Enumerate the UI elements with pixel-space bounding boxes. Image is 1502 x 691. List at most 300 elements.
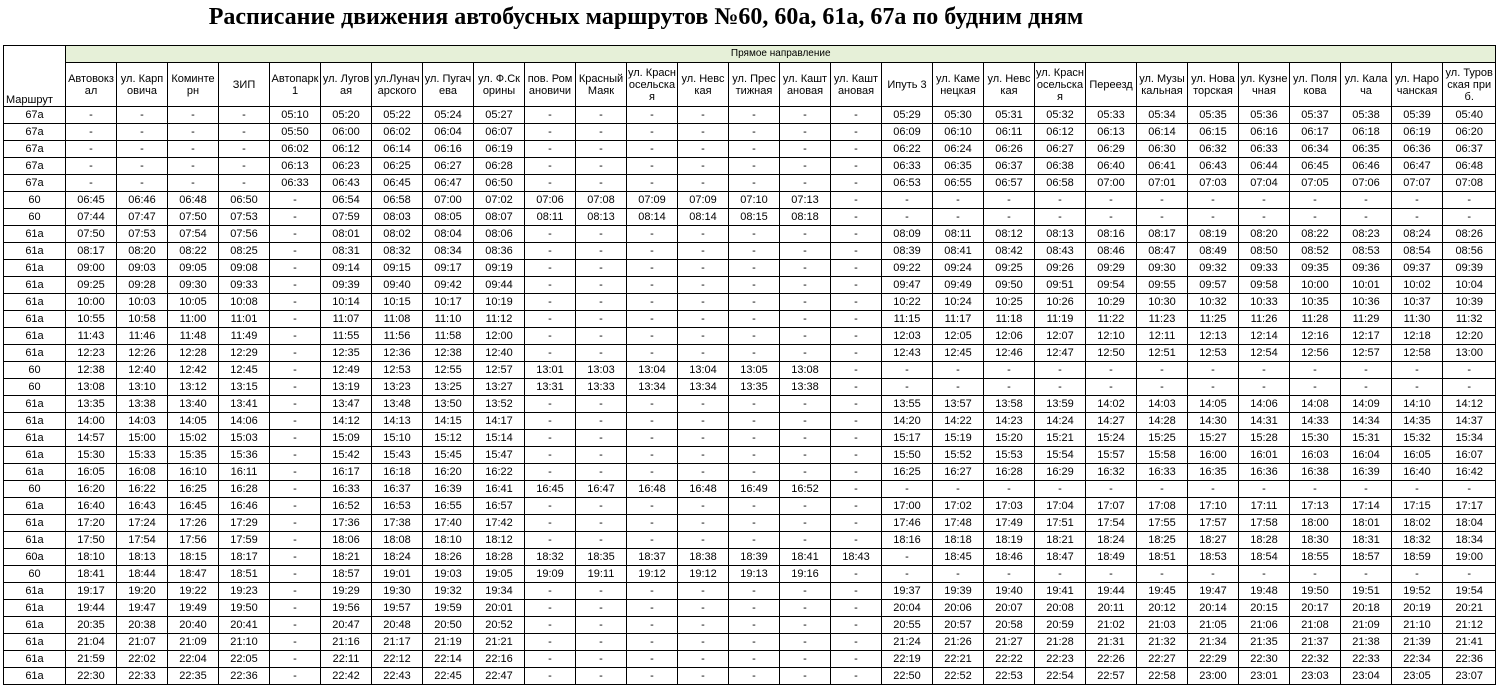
time-cell: - — [270, 260, 321, 277]
time-cell: 08:05 — [423, 209, 474, 226]
time-cell: - — [831, 192, 882, 209]
time-cell: 12:40 — [117, 362, 168, 379]
time-cell: 15:17 — [882, 430, 933, 447]
time-cell: - — [576, 515, 627, 532]
time-cell: - — [525, 447, 576, 464]
time-cell: - — [729, 243, 780, 260]
time-cell: 16:36 — [1239, 464, 1290, 481]
time-cell: 10:00 — [66, 294, 117, 311]
time-cell: 06:14 — [1137, 124, 1188, 141]
time-cell: 08:13 — [576, 209, 627, 226]
time-cell: 19:50 — [1290, 583, 1341, 600]
time-cell: 15:52 — [933, 447, 984, 464]
time-cell: 16:52 — [321, 498, 372, 515]
time-cell: - — [678, 464, 729, 481]
time-cell: 20:18 — [1341, 600, 1392, 617]
time-cell: 14:13 — [372, 413, 423, 430]
time-cell: - — [831, 379, 882, 396]
time-cell: 06:15 — [1188, 124, 1239, 141]
time-cell: - — [627, 668, 678, 685]
time-cell: 07:56 — [219, 226, 270, 243]
time-cell: - — [729, 532, 780, 549]
time-cell: - — [576, 226, 627, 243]
time-cell: - — [984, 481, 1035, 498]
time-cell: - — [525, 226, 576, 243]
time-cell: 15:27 — [1188, 430, 1239, 447]
time-cell: 05:27 — [474, 107, 525, 124]
time-cell: 08:20 — [1239, 226, 1290, 243]
time-cell: 22:57 — [1086, 668, 1137, 685]
time-cell: 19:40 — [984, 583, 1035, 600]
time-cell: 18:18 — [933, 532, 984, 549]
table-row — [4, 192, 1496, 209]
time-cell: - — [270, 464, 321, 481]
time-cell: 05:40 — [1443, 107, 1496, 124]
table-row — [4, 107, 1496, 124]
table-row — [4, 362, 1496, 379]
time-cell: - — [270, 379, 321, 396]
table-row — [4, 464, 1496, 481]
time-cell: - — [66, 107, 117, 124]
time-cell: 07:47 — [117, 209, 168, 226]
time-cell: 18:53 — [1188, 549, 1239, 566]
time-cell: 05:24 — [423, 107, 474, 124]
time-cell: - — [627, 651, 678, 668]
table-row — [4, 634, 1496, 651]
time-cell: 12:53 — [1188, 345, 1239, 362]
time-cell: 05:32 — [1035, 107, 1086, 124]
time-cell: 11:01 — [219, 311, 270, 328]
time-cell: 18:01 — [1341, 515, 1392, 532]
time-cell: - — [270, 413, 321, 430]
time-cell: - — [780, 617, 831, 634]
time-cell: 14:12 — [1443, 396, 1496, 413]
time-cell: - — [270, 498, 321, 515]
time-cell: 12:17 — [1341, 328, 1392, 345]
time-cell: 13:38 — [780, 379, 831, 396]
time-cell: 05:30 — [933, 107, 984, 124]
time-cell: 20:38 — [117, 617, 168, 634]
time-cell: 09:47 — [882, 277, 933, 294]
time-cell: 17:40 — [423, 515, 474, 532]
time-cell: - — [678, 158, 729, 175]
time-cell: 15:42 — [321, 447, 372, 464]
time-cell: - — [780, 345, 831, 362]
time-cell: 09:49 — [933, 277, 984, 294]
table-row — [4, 566, 1496, 583]
time-cell: 22:04 — [168, 651, 219, 668]
time-cell: - — [168, 124, 219, 141]
time-cell: 17:17 — [1443, 498, 1496, 515]
time-cell: 20:58 — [984, 617, 1035, 634]
time-cell: 06:45 — [1290, 158, 1341, 175]
table-row — [4, 532, 1496, 549]
time-cell: 19:54 — [1443, 583, 1496, 600]
time-cell: 18:44 — [117, 566, 168, 583]
time-cell: - — [270, 583, 321, 600]
time-cell: - — [576, 107, 627, 124]
time-cell: - — [525, 668, 576, 685]
stop-header: ул. Калача — [1341, 63, 1392, 107]
time-cell: 07:10 — [729, 192, 780, 209]
time-cell: 19:49 — [168, 600, 219, 617]
time-cell: 06:22 — [882, 141, 933, 158]
time-cell: 18:00 — [1290, 515, 1341, 532]
time-cell: - — [270, 634, 321, 651]
time-cell: 17:38 — [372, 515, 423, 532]
time-cell: 11:15 — [882, 311, 933, 328]
time-cell: - — [525, 651, 576, 668]
time-cell: - — [1443, 209, 1496, 226]
time-cell: - — [780, 226, 831, 243]
time-cell: 13:58 — [984, 396, 1035, 413]
time-cell: 23:00 — [1188, 668, 1239, 685]
time-cell: - — [678, 668, 729, 685]
table-row — [4, 260, 1496, 277]
time-cell: - — [831, 566, 882, 583]
time-cell: 08:42 — [984, 243, 1035, 260]
stop-header: ул. Луговая — [321, 63, 372, 107]
time-cell: 15:54 — [1035, 447, 1086, 464]
time-cell: 09:58 — [1239, 277, 1290, 294]
time-cell: 12:42 — [168, 362, 219, 379]
time-cell: - — [831, 158, 882, 175]
time-cell: 19:20 — [117, 583, 168, 600]
time-cell: - — [678, 107, 729, 124]
time-cell: - — [270, 328, 321, 345]
time-cell: 12:46 — [984, 345, 1035, 362]
time-cell: - — [729, 617, 780, 634]
time-cell: 06:23 — [321, 158, 372, 175]
route-cell: 60 — [4, 481, 66, 498]
time-cell: 12:53 — [372, 362, 423, 379]
time-cell: 06:37 — [1443, 141, 1496, 158]
time-cell: 18:27 — [1188, 532, 1239, 549]
time-cell: 08:56 — [1443, 243, 1496, 260]
stop-header: ул. Ф.Скорины — [474, 63, 525, 107]
time-cell: 18:21 — [321, 549, 372, 566]
time-cell: 14:35 — [1392, 413, 1443, 430]
time-cell: 12:45 — [933, 345, 984, 362]
time-cell: - — [627, 243, 678, 260]
time-cell: 16:46 — [219, 498, 270, 515]
time-cell: 20:11 — [1086, 600, 1137, 617]
time-cell: - — [627, 294, 678, 311]
time-cell: 07:09 — [678, 192, 729, 209]
time-cell: 10:04 — [1443, 277, 1496, 294]
time-cell: - — [780, 532, 831, 549]
time-cell: 10:17 — [423, 294, 474, 311]
time-cell: 06:00 — [321, 124, 372, 141]
time-cell: 09:30 — [168, 277, 219, 294]
time-cell: 13:00 — [1443, 345, 1496, 362]
direction-row — [4, 46, 1496, 63]
time-cell: 05:38 — [1341, 107, 1392, 124]
time-cell: 08:18 — [780, 209, 831, 226]
time-cell: 09:39 — [1443, 260, 1496, 277]
time-cell: 18:04 — [1443, 515, 1496, 532]
time-cell: 05:34 — [1137, 107, 1188, 124]
time-cell: - — [678, 277, 729, 294]
time-cell: 12:55 — [423, 362, 474, 379]
time-cell: 15:35 — [168, 447, 219, 464]
time-cell: 14:12 — [321, 413, 372, 430]
time-cell: - — [525, 634, 576, 651]
time-cell: 10:00 — [1290, 277, 1341, 294]
time-cell: - — [780, 124, 831, 141]
time-cell: 13:47 — [321, 396, 372, 413]
time-cell: 13:55 — [882, 396, 933, 413]
time-cell: 06:40 — [1086, 158, 1137, 175]
table-row — [4, 447, 1496, 464]
time-cell: 17:49 — [984, 515, 1035, 532]
time-cell: 18:26 — [423, 549, 474, 566]
time-cell: - — [882, 566, 933, 583]
time-cell: 22:54 — [1035, 668, 1086, 685]
time-cell: - — [678, 260, 729, 277]
stop-header: ул. Карповича — [117, 63, 168, 107]
time-cell: 06:43 — [1188, 158, 1239, 175]
time-cell: - — [1239, 481, 1290, 498]
route-cell: 61а — [4, 498, 66, 515]
time-cell: - — [627, 617, 678, 634]
time-cell: - — [678, 515, 729, 532]
time-cell: 13:05 — [729, 362, 780, 379]
time-cell: 09:54 — [1086, 277, 1137, 294]
time-cell: 15:58 — [1137, 447, 1188, 464]
time-cell: 11:07 — [321, 311, 372, 328]
time-cell: 13:03 — [576, 362, 627, 379]
time-cell: 16:42 — [1443, 464, 1496, 481]
time-cell: - — [729, 277, 780, 294]
time-cell: - — [1086, 379, 1137, 396]
time-cell: - — [729, 226, 780, 243]
time-cell: 07:02 — [474, 192, 525, 209]
time-cell: 21:34 — [1188, 634, 1239, 651]
time-cell: 22:30 — [1239, 651, 1290, 668]
time-cell: 10:36 — [1341, 294, 1392, 311]
time-cell: 18:43 — [831, 549, 882, 566]
time-cell: 06:33 — [882, 158, 933, 175]
time-cell: 19:01 — [372, 566, 423, 583]
time-cell: - — [831, 668, 882, 685]
time-cell: 18:37 — [627, 549, 678, 566]
time-cell: - — [729, 328, 780, 345]
time-cell: 13:38 — [117, 396, 168, 413]
time-cell: 18:54 — [1239, 549, 1290, 566]
time-cell: 08:01 — [321, 226, 372, 243]
time-cell: 18:21 — [1035, 532, 1086, 549]
time-cell: - — [525, 277, 576, 294]
time-cell: 22:33 — [117, 668, 168, 685]
time-cell: - — [831, 243, 882, 260]
time-cell: 08:25 — [219, 243, 270, 260]
time-cell: 05:10 — [270, 107, 321, 124]
time-cell: 22:32 — [1290, 651, 1341, 668]
time-cell: 07:06 — [1341, 175, 1392, 192]
time-cell: 07:05 — [1290, 175, 1341, 192]
time-cell: 12:50 — [1086, 345, 1137, 362]
time-cell: 07:54 — [168, 226, 219, 243]
time-cell: 22:33 — [1341, 651, 1392, 668]
time-cell: - — [270, 226, 321, 243]
time-cell: - — [270, 481, 321, 498]
time-cell: - — [525, 158, 576, 175]
time-cell: 15:12 — [423, 430, 474, 447]
time-cell: 15:03 — [219, 430, 270, 447]
time-cell: - — [576, 294, 627, 311]
time-cell: 19:17 — [66, 583, 117, 600]
time-cell: 20:08 — [1035, 600, 1086, 617]
time-cell: - — [729, 158, 780, 175]
direction-header: Прямое направление — [66, 46, 1496, 63]
time-cell: 14:27 — [1086, 413, 1137, 430]
time-cell: 10:25 — [984, 294, 1035, 311]
time-cell: - — [933, 209, 984, 226]
time-cell: 17:58 — [1239, 515, 1290, 532]
time-cell: - — [729, 464, 780, 481]
time-cell: - — [831, 226, 882, 243]
stop-header: ул. Нарочанская — [1392, 63, 1443, 107]
time-cell: 11:08 — [372, 311, 423, 328]
time-cell: 17:36 — [321, 515, 372, 532]
time-cell: - — [117, 141, 168, 158]
route-cell: 61а — [4, 413, 66, 430]
stop-header: ул.Луначарского — [372, 63, 423, 107]
time-cell: 21:09 — [1341, 617, 1392, 634]
time-cell: 13:52 — [474, 396, 525, 413]
route-cell: 61а — [4, 260, 66, 277]
time-cell: - — [831, 311, 882, 328]
time-cell: - — [831, 651, 882, 668]
time-cell: - — [678, 328, 729, 345]
time-cell: - — [1239, 379, 1290, 396]
time-cell: - — [219, 107, 270, 124]
time-cell: 10:15 — [372, 294, 423, 311]
time-cell: - — [627, 464, 678, 481]
time-cell: 18:46 — [984, 549, 1035, 566]
time-cell: 06:16 — [423, 141, 474, 158]
time-cell: - — [270, 600, 321, 617]
time-cell: 22:23 — [1035, 651, 1086, 668]
time-cell: 07:09 — [627, 192, 678, 209]
time-cell: 19:34 — [474, 583, 525, 600]
time-cell: 08:19 — [1188, 226, 1239, 243]
time-cell: 18:25 — [1137, 532, 1188, 549]
time-cell: 05:39 — [1392, 107, 1443, 124]
route-cell: 61а — [4, 532, 66, 549]
time-cell: 23:04 — [1341, 668, 1392, 685]
time-cell: - — [780, 515, 831, 532]
time-cell: 18:38 — [678, 549, 729, 566]
time-cell: 13:31 — [525, 379, 576, 396]
stop-header: ул. Музыкальная — [1137, 63, 1188, 107]
time-cell: 06:02 — [372, 124, 423, 141]
time-cell: - — [525, 345, 576, 362]
time-cell: 09:44 — [474, 277, 525, 294]
time-cell: 14:00 — [66, 413, 117, 430]
time-cell: 18:39 — [729, 549, 780, 566]
time-cell: 11:12 — [474, 311, 525, 328]
time-cell: - — [729, 260, 780, 277]
time-cell: 12:11 — [1137, 328, 1188, 345]
time-cell: 17:10 — [1188, 498, 1239, 515]
time-cell: 21:31 — [1086, 634, 1137, 651]
time-cell: - — [576, 345, 627, 362]
time-cell: 11:18 — [984, 311, 1035, 328]
time-cell: 06:50 — [219, 192, 270, 209]
time-cell: - — [627, 124, 678, 141]
stop-header: ул. Красносельская — [627, 63, 678, 107]
time-cell: 18:19 — [984, 532, 1035, 549]
time-cell: 13:34 — [678, 379, 729, 396]
time-cell: 12:43 — [882, 345, 933, 362]
time-cell: 21:16 — [321, 634, 372, 651]
time-cell: 17:54 — [1086, 515, 1137, 532]
time-cell: - — [1392, 566, 1443, 583]
time-cell: 06:28 — [474, 158, 525, 175]
time-cell: 05:36 — [1239, 107, 1290, 124]
time-cell: 07:00 — [423, 192, 474, 209]
route-cell: 61а — [4, 294, 66, 311]
time-cell: 15:21 — [1035, 430, 1086, 447]
time-cell: 06:48 — [168, 192, 219, 209]
time-cell: 12:10 — [1086, 328, 1137, 345]
time-cell: 21:28 — [1035, 634, 1086, 651]
time-cell: 13:57 — [933, 396, 984, 413]
time-cell: 10:32 — [1188, 294, 1239, 311]
stop-header: Переезд — [1086, 63, 1137, 107]
time-cell: 13:12 — [168, 379, 219, 396]
time-cell: 09:42 — [423, 277, 474, 294]
time-cell: 18:24 — [1086, 532, 1137, 549]
time-cell: 22:52 — [933, 668, 984, 685]
time-cell: 18:32 — [525, 549, 576, 566]
time-cell: 12:05 — [933, 328, 984, 345]
time-cell: 12:38 — [66, 362, 117, 379]
time-cell: 15:20 — [984, 430, 1035, 447]
time-cell: 22:12 — [372, 651, 423, 668]
time-cell: - — [1137, 481, 1188, 498]
time-cell: - — [729, 668, 780, 685]
time-cell: - — [168, 175, 219, 192]
time-cell: 11:22 — [1086, 311, 1137, 328]
time-cell: - — [117, 158, 168, 175]
time-cell: 06:14 — [372, 141, 423, 158]
time-cell: 07:13 — [780, 192, 831, 209]
table-row — [4, 498, 1496, 515]
time-cell: 14:09 — [1341, 396, 1392, 413]
time-cell: 15:53 — [984, 447, 1035, 464]
time-cell: - — [882, 481, 933, 498]
time-cell: 19:23 — [219, 583, 270, 600]
time-cell: - — [525, 583, 576, 600]
time-cell: 20:21 — [1443, 600, 1496, 617]
time-cell: 17:51 — [1035, 515, 1086, 532]
time-cell: 22:47 — [474, 668, 525, 685]
time-cell: 11:29 — [1341, 311, 1392, 328]
time-cell: - — [831, 447, 882, 464]
time-cell: - — [576, 158, 627, 175]
time-cell: 06:34 — [1290, 141, 1341, 158]
time-cell: - — [270, 209, 321, 226]
time-cell: 23:01 — [1239, 668, 1290, 685]
time-cell: - — [525, 107, 576, 124]
time-cell: 06:57 — [984, 175, 1035, 192]
time-cell: 09:15 — [372, 260, 423, 277]
time-cell: 11:56 — [372, 328, 423, 345]
time-cell: 16:38 — [1290, 464, 1341, 481]
